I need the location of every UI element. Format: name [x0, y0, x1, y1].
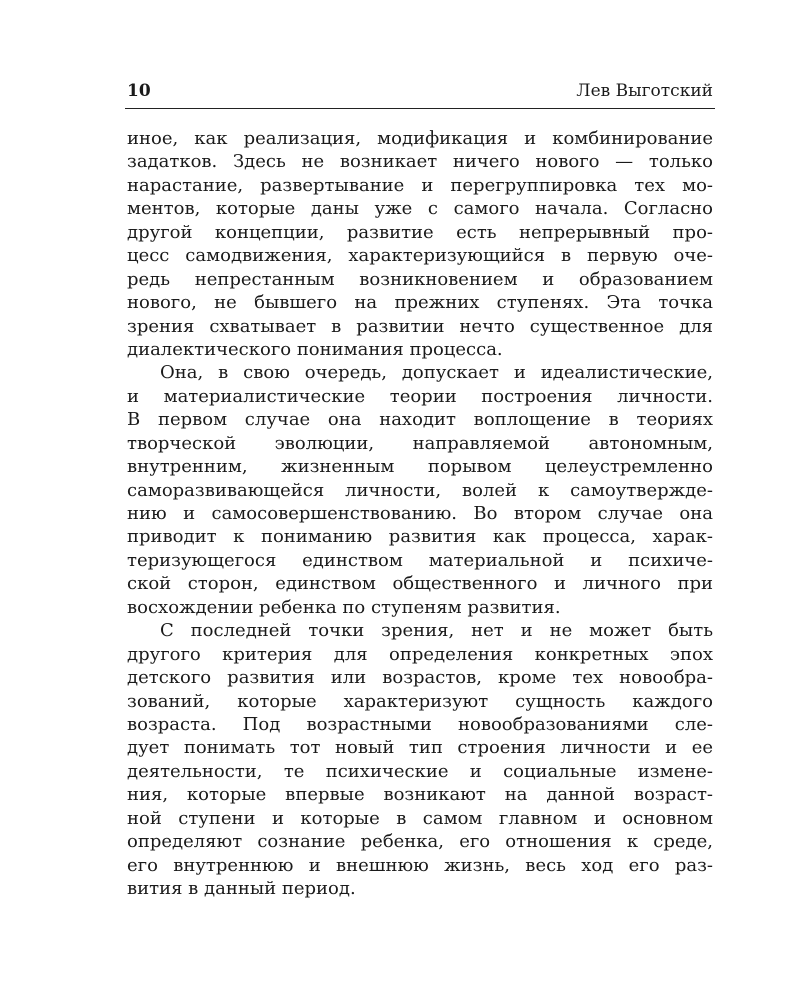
text-line: В первом случае она находит воплощение в теориях: [127, 409, 713, 431]
header-rule: [125, 108, 715, 109]
text-line: другой концепции, развитие есть непрерывный про-: [127, 221, 713, 243]
page-header: [127, 80, 713, 102]
text-line: его внутреннюю и внешнюю жизнь, весь ход его раз-: [127, 854, 713, 876]
text-line: ной ступени и которые в самом главном и основном: [127, 807, 713, 829]
text-line: детского развития или возрастов, кроме тех новообра-: [127, 667, 713, 689]
text-line: нового, не бывшего на прежних ступенях. Эта точка: [127, 292, 713, 314]
text-line: дует понимать тот новый тип строения личности и ее: [127, 737, 713, 759]
text-line: другого критерия для определения конкретных эпох: [127, 643, 713, 665]
text-line: С последней точки зрения, нет и не может быть: [160, 620, 713, 642]
text-line: возраста. Под возрастными новообразованиями сле-: [127, 713, 713, 735]
text-line: и материалистические теории построения личности.: [127, 385, 713, 407]
text-line: нию и самосовершенствованию. Во втором случае она: [127, 503, 713, 524]
text-line: восхождении ребенка по ступеням развития.: [127, 596, 561, 618]
text-line: теризующегося единством материальной и психиче-: [127, 549, 713, 571]
body-text: [127, 127, 713, 900]
text-line: вития в данный период.: [127, 878, 356, 899]
text-line: ментов, которые даны уже с самого начала. Согласно: [127, 198, 713, 220]
text-line: приводит к пониманию развития как процесса, харак-: [127, 526, 713, 548]
running-head-author: Лев Выготский: [576, 81, 713, 101]
page-number: 10: [127, 81, 151, 101]
text-line: саморазвивающейся личности, волей к самоутвержде-: [127, 479, 713, 501]
text-line: творческой эволюции, направляемой автономным,: [127, 432, 713, 454]
text-line: цесс самодвижения, характеризующийся в первую оче-: [127, 245, 713, 267]
text-line: нарастание, развертывание и перегруппировка тех мо-: [127, 174, 713, 196]
text-line: зований, которые характеризуют сущность каждого: [127, 690, 713, 712]
text-line: определяют сознание ребенка, его отношения к среде,: [127, 831, 713, 853]
text-line: задатков. Здесь не возникает ничего нового — только: [127, 151, 713, 173]
text-line: иное, как реализация, модификация и комбинирование: [127, 128, 713, 149]
text-line: деятельности, те психические и социальные измене-: [127, 760, 713, 782]
text-line: диалектического понимания процесса.: [127, 338, 503, 360]
text-line: редь непрестанным возникновением и образованием: [127, 268, 713, 290]
text-line: Она, в свою очередь, допускает и идеалистические,: [160, 362, 713, 384]
text-line: ской сторон, единством общественного и личного при: [127, 573, 713, 595]
text-line: внутренним, жизненным порывом целеустремленно: [127, 456, 713, 478]
text-line: ния, которые впервые возникают на данной возраст-: [127, 784, 713, 806]
text-line: зрения схватывает в развитии нечто существенное для: [127, 315, 713, 337]
